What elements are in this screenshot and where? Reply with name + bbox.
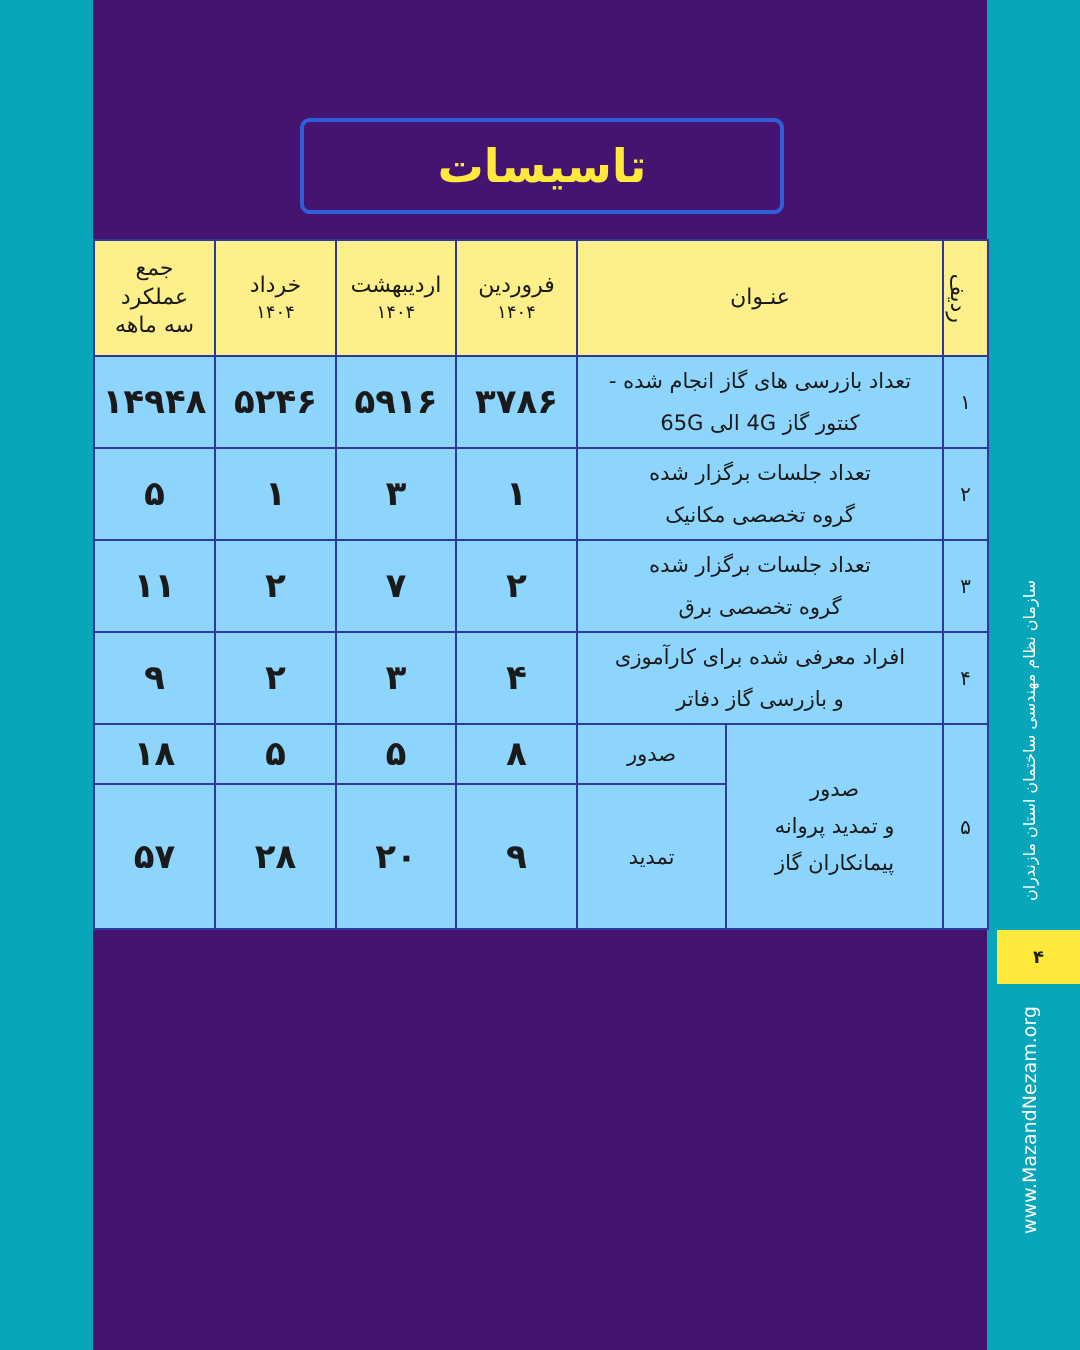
- cell-farvardin: ۹: [456, 784, 577, 929]
- row-title: تعداد جلسات برگزار شده گروه تخصصی مکانیک: [577, 448, 943, 540]
- row-number: ۵: [943, 724, 988, 929]
- cell-total: ۱۱: [94, 540, 215, 632]
- row-number: ۳: [943, 540, 988, 632]
- cell-total: ۱۴۹۴۸: [94, 356, 215, 448]
- row-title: افراد معرفی شده برای کارآموزی و بازرسی گاز دفاتر: [577, 632, 943, 724]
- title-box: [300, 118, 784, 214]
- cell-farvardin: ۲: [456, 540, 577, 632]
- row-title: صدور و تمدید پروانه پیمانکاران گاز: [726, 724, 943, 929]
- cell-khordad: ۲۸: [215, 784, 336, 929]
- header-radif: ردیف: [943, 240, 988, 356]
- cell-khordad: ۵۲۴۶: [215, 356, 336, 448]
- row-number: ۲: [943, 448, 988, 540]
- header-total: جمع عملکرد سه ماهه: [94, 240, 215, 356]
- table-row: [94, 356, 988, 448]
- cell-khordad: ۱: [215, 448, 336, 540]
- header-khordad: خرداد ۱۴۰۴: [215, 240, 336, 356]
- cell-khordad: ۵: [215, 724, 336, 784]
- sidebar-website[interactable]: www.MazandNezam.org: [1019, 1006, 1041, 1234]
- cell-ordibehesht: ۲۰: [336, 784, 456, 929]
- page-title: تاسیسات: [437, 139, 647, 193]
- sub-row-label: تمدید: [577, 784, 726, 929]
- row-title: تعداد جلسات برگزار شده گروه تخصصی برق: [577, 540, 943, 632]
- cell-total: ۵: [94, 448, 215, 540]
- cell-khordad: ۲: [215, 540, 336, 632]
- row-title: تعداد بازرسی های گاز انجام شده - کنتور گاز 4G الی 65G: [577, 356, 943, 448]
- table-row: [94, 540, 988, 632]
- sidebar-org-name: سازمان نظام مهندسی ساختمان استان مازندران: [1020, 579, 1040, 901]
- cell-farvardin: ۴: [456, 632, 577, 724]
- header-title: عنـوان: [577, 240, 943, 356]
- row-number: ۱: [943, 356, 988, 448]
- table-row: [94, 448, 988, 540]
- table-row: [94, 632, 988, 724]
- cell-total: ۹: [94, 632, 215, 724]
- cell-ordibehesht: ۳: [336, 632, 456, 724]
- cell-farvardin: ۱: [456, 448, 577, 540]
- cell-ordibehesht: ۵: [336, 724, 456, 784]
- cell-total: ۵۷: [94, 784, 215, 929]
- cell-khordad: ۲: [215, 632, 336, 724]
- cell-ordibehesht: ۳: [336, 448, 456, 540]
- cell-farvardin: ۳۷۸۶: [456, 356, 577, 448]
- row-number: ۴: [943, 632, 988, 724]
- page-number: ۴: [997, 930, 1080, 984]
- sub-row-label: صدور: [577, 724, 726, 784]
- cell-ordibehesht: ۵۹۱۶: [336, 356, 456, 448]
- table-row: [94, 724, 988, 784]
- header-farvardin: فروردین ۱۴۰۴: [456, 240, 577, 356]
- cell-total: ۱۸: [94, 724, 215, 784]
- cell-ordibehesht: ۷: [336, 540, 456, 632]
- stats-table: [93, 239, 989, 930]
- header-ordibehesht: اردیبهشت ۱۴۰۴: [336, 240, 456, 356]
- cell-farvardin: ۸: [456, 724, 577, 784]
- table-header-row: [94, 240, 988, 356]
